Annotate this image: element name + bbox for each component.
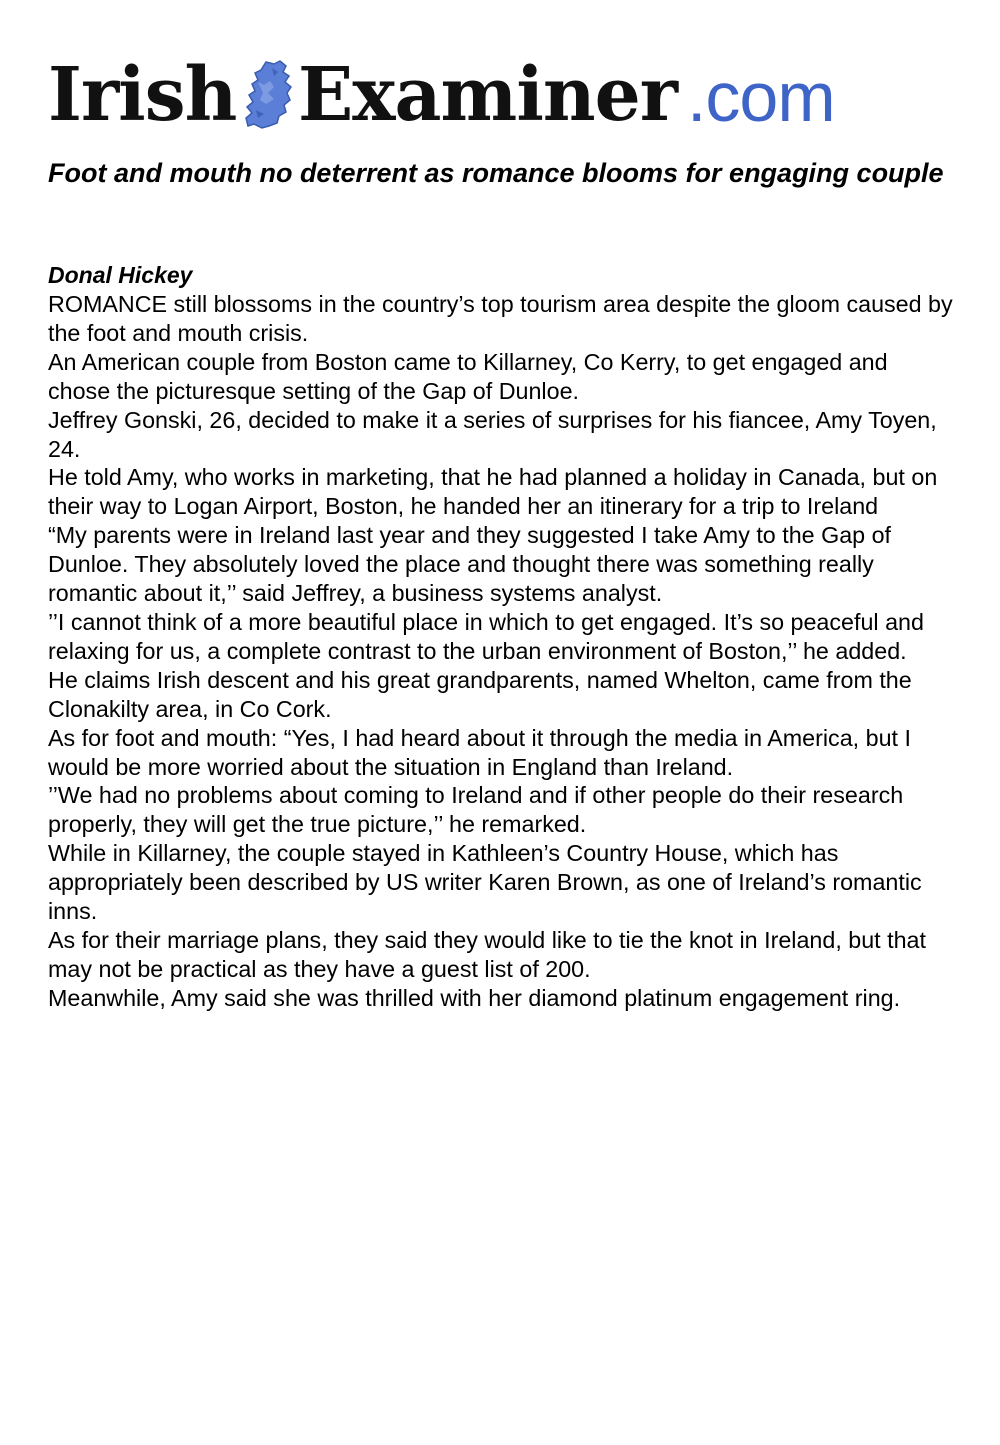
masthead-word-irish: Irish (48, 52, 237, 138)
masthead-logo (48, 52, 835, 138)
article-paragraph: He told Amy, who works in marketing, that he had planned a holiday in Canada, but on their way to Logan Airport, Boston, he handed her an itinerary for a trip to Ireland (48, 464, 938, 520)
article-paragraph: “My parents were in Ireland last year and they suggested I take Amy to the Gap of Dunloe. They absolutely loved the place and thought there was something really romantic about it,’’ said Jeffrey, a business systems analyst. (48, 522, 892, 607)
article-paragraph: He claims Irish descent and his great grandparents, named Whelton, came from the Clonakilty area, in Co Cork. (48, 666, 912, 722)
article-paragraph: As for their marriage plans, they said they would like to tie the knot in Ireland, but that may not be practical as they have a guest list of 200. (48, 926, 926, 982)
article-paragraph: While in Killarney, the couple stayed in Kathleen’s Country House, which has appropriately been described by US writer Karen Brown, as one of Ireland’s romantic inns. (48, 840, 922, 925)
article-body (48, 290, 953, 1013)
article-paragraph: An American couple from Boston came to Killarney, Co Kerry, to get engaged and chose the picturesque setting of the Gap of Dunloe. (48, 348, 888, 404)
article-paragraph: As for foot and mouth: “Yes, I had heard about it through the media in America, but I would be more worried about the situation in England than Ireland. (48, 724, 911, 780)
masthead-dotcom: .com (686, 58, 835, 136)
masthead-word-examiner: Examiner (298, 52, 678, 138)
article-paragraph: ’’We had no problems about coming to Ireland and if other people do their research properly, they will get the true picture,’’ he remarked. (48, 782, 904, 838)
article-byline: Donal Hickey (48, 262, 193, 288)
article-paragraph: Meanwhile, Amy said she was thrilled with her diamond platinum engagement ring. (48, 984, 901, 1011)
article-paragraph: Jeffrey Gonski, 26, decided to make it a series of surprises for his fiancee, Amy Toyen, 24. (48, 406, 937, 462)
article-headline: Foot and mouth no deterrent as romance blooms for engaging couple (48, 158, 944, 188)
ireland-map-icon (244, 60, 294, 130)
article-paragraph: ’’I cannot think of a more beautiful place in which to get engaged. It’s so peaceful and relaxing for us, a complete contrast to the urban environment of Boston,’’ he added. (48, 608, 924, 664)
article-paragraph: ROMANCE still blossoms in the country’s top tourism area despite the gloom caused by the foot and mouth crisis. (48, 291, 953, 346)
